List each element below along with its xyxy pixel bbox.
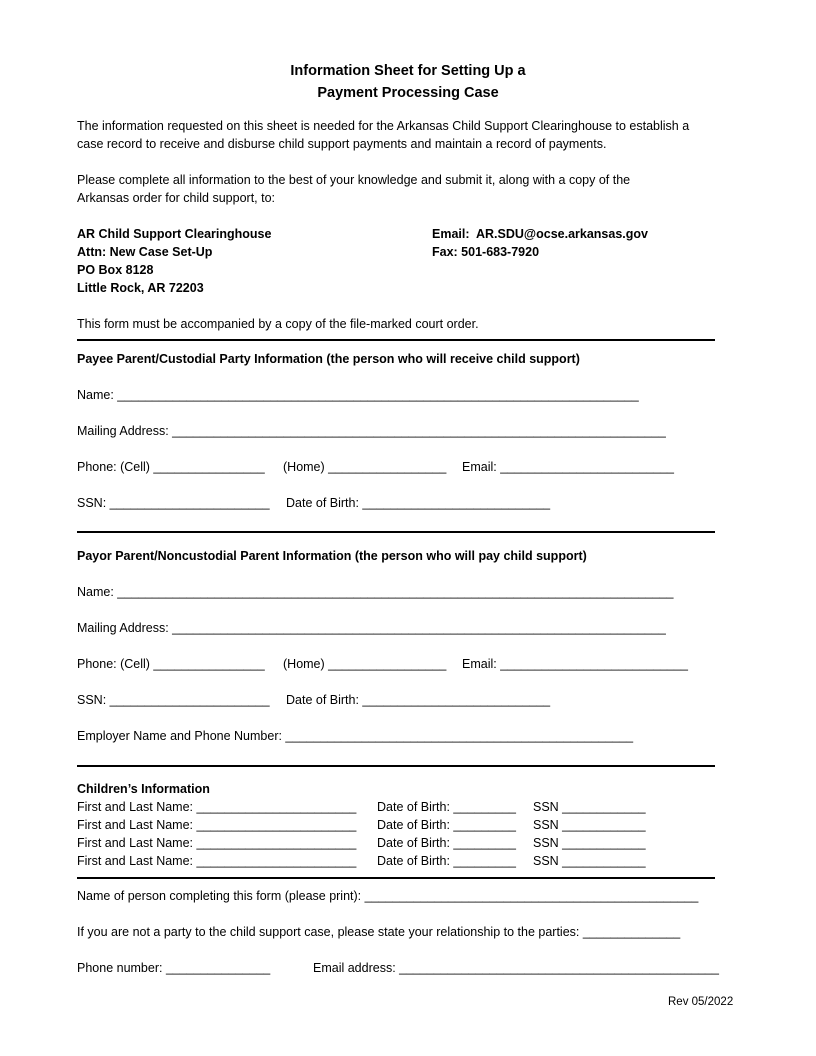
child-dob-field[interactable]: Date of Birth: _________ [377, 836, 516, 850]
intro-paragraph-2a: Please complete all information to the best of your knowledge and submit it, along with a copy of the [77, 173, 631, 187]
child-ssn-field[interactable]: SSN ____________ [533, 854, 646, 868]
intro-paragraph-2b: Arkansas order for child support, to: [77, 191, 276, 205]
contact-email: Email: AR.SDU@ocse.arkansas.gov [432, 227, 648, 241]
child-ssn-field[interactable]: SSN ____________ [533, 818, 646, 832]
address-line-2: Attn: New Case Set-Up [77, 245, 213, 259]
payee-mailing-address-field[interactable]: Mailing Address: _______________________________________________________________________ [77, 424, 666, 438]
form-title-line2: Payment Processing Case [317, 85, 499, 101]
form-title-line1: Information Sheet for Setting Up a [290, 63, 526, 79]
completer-email-field[interactable]: Email address: ______________________________________________ [313, 961, 719, 975]
payor-email-field[interactable]: Email: ___________________________ [462, 657, 688, 671]
payor-ssn-field[interactable]: SSN: _______________________ [77, 693, 270, 707]
child-name-field[interactable]: First and Last Name: _______________________ [77, 836, 357, 850]
payor-cell-phone-field[interactable]: Phone: (Cell) ________________ [77, 657, 265, 671]
completer-phone-field[interactable]: Phone number: _______________ [77, 961, 271, 975]
completer-name-field[interactable]: Name of person completing this form (please print): ________________________________________________ [77, 889, 699, 903]
section-divider [77, 877, 715, 879]
payee-ssn-field[interactable]: SSN: _______________________ [77, 496, 270, 510]
child-dob-field[interactable]: Date of Birth: _________ [377, 800, 516, 814]
child-dob-field[interactable]: Date of Birth: _________ [377, 818, 516, 832]
payor-home-phone-field[interactable]: (Home) _________________ [283, 657, 447, 671]
child-name-field[interactable]: First and Last Name: _______________________ [77, 854, 357, 868]
payor-name-field[interactable]: Name: ________________________________________________________________________________ [77, 585, 674, 599]
payee-dob-field[interactable]: Date of Birth: ___________________________ [286, 496, 551, 510]
child-dob-field[interactable]: Date of Birth: _________ [377, 854, 516, 868]
child-name-field[interactable]: First and Last Name: _______________________ [77, 800, 357, 814]
revision-date: Rev 05/2022 [668, 996, 734, 1008]
payee-name-field[interactable]: Name: ___________________________________________________________________________ [77, 388, 639, 402]
address-line-4: Little Rock, AR 72203 [77, 281, 204, 295]
relationship-field[interactable]: If you are not a party to the child support case, please state your relationship to the parties: ______________ [77, 925, 681, 939]
court-order-note: This form must be accompanied by a copy of the file-marked court order. [77, 317, 479, 331]
address-line-3: PO Box 8128 [77, 263, 154, 277]
payee-email-field[interactable]: Email: _________________________ [462, 460, 674, 474]
payor-section-heading: Payor Parent/Noncustodial Parent Information (the person who will pay child support) [77, 549, 587, 563]
child-name-field[interactable]: First and Last Name: _______________________ [77, 818, 357, 832]
payor-employer-field[interactable]: Employer Name and Phone Number: __________________________________________________ [77, 729, 634, 743]
section-divider [77, 531, 715, 533]
intro-paragraph-1a: The information requested on this sheet is needed for the Arkansas Child Support Clearinghouse to establish a [77, 119, 690, 133]
intro-paragraph-1b: case record to receive and disburse child support payments and maintain a record of payments. [77, 137, 607, 151]
section-divider [77, 339, 715, 341]
children-section-heading: Children’s Information [77, 782, 210, 796]
payor-mailing-address-field[interactable]: Mailing Address: _______________________________________________________________________ [77, 621, 666, 635]
child-ssn-field[interactable]: SSN ____________ [533, 836, 646, 850]
payor-dob-field[interactable]: Date of Birth: ___________________________ [286, 693, 551, 707]
child-ssn-field[interactable]: SSN ____________ [533, 800, 646, 814]
address-line-1: AR Child Support Clearinghouse [77, 227, 272, 241]
payee-home-phone-field[interactable]: (Home) _________________ [283, 460, 447, 474]
contact-fax: Fax: 501-683-7920 [432, 245, 540, 259]
section-divider [77, 765, 715, 767]
payee-cell-phone-field[interactable]: Phone: (Cell) ________________ [77, 460, 265, 474]
payee-section-heading: Payee Parent/Custodial Party Information (the person who will receive child support) [77, 352, 580, 366]
